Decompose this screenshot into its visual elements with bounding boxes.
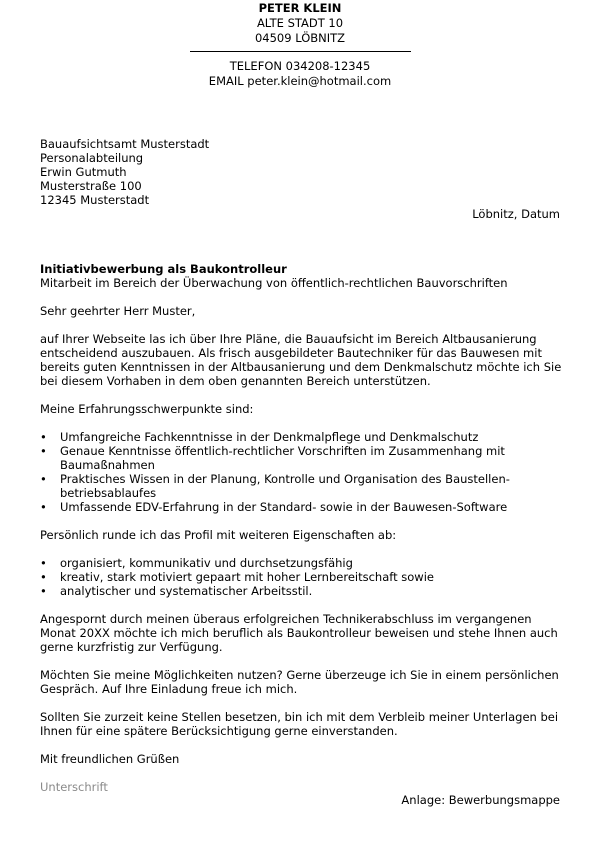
sender-email: EMAIL peter.klein@hotmail.com (208, 73, 392, 88)
recipient-address (40, 137, 209, 207)
focus-heading: Meine Erfahrungsschwerpunkte sind: (40, 402, 254, 416)
sender-phone: TELEFON 034208-12345 (229, 59, 371, 73)
no-position-paragraph: Sollten Sie zurzeit keine Stellen besetzen, bin ich mit dem Verbleib meiner Unterlagen bei Ihnen für eine spätere Berücksichtigung gerne einverstanden. (40, 710, 559, 738)
recipient-line: Personalabteilung (40, 151, 144, 165)
subject-subtitle: Mitarbeit im Bereich der Überwachung von öffentlich-rechtlichen Bauvorschriften (40, 276, 508, 290)
list-item: • Genaue Kenntnisse öffentlich-rechtlicher Vorschriften im Zusammenhang mit Baumaßnahmen (40, 444, 565, 472)
intro-paragraph: auf Ihrer Webseite las ich über Ihre Pläne, die Bauaufsicht im Bereich Altbausanierung entscheidend auszubauen. Als frisch ausgebildeter Bautechniker für das Bauwesen mit bereits guten Kenntnissen in der Altbausanierung und dem Denkmalschutz möchte ich Sie bei diesem Vorhaben in dem oben genannten Bereich unterstützen. (40, 332, 562, 388)
letter-body (40, 304, 565, 794)
list-item: • kreativ, stark motiviert gepaart mit hoher Lernbereitschaft sowie (40, 570, 565, 584)
interview-paragraph: Möchten Sie meine Möglichkeiten nutzen? Gerne überzeuge ich Sie in einem persönlichen Gespräch. Auf Ihre Einladung freue ich mich. (40, 668, 559, 696)
list-item: • Umfassende EDV-Erfahrung in der Standard- sowie in der Bauwesen-Software (40, 500, 565, 514)
enclosure-note: Anlage: Bewerbungsmappe (401, 793, 560, 807)
focus-list (40, 430, 565, 514)
sender-name: PETER KLEIN (258, 1, 342, 15)
profile-heading: Persönlich runde ich das Profil mit weiteren Eigenschaften ab: (40, 528, 397, 542)
list-item: • organisiert, kommunikativ und durchsetzungsfähig (40, 556, 565, 570)
list-item: • Praktisches Wissen in der Planung, Kontrolle und Organisation des Baustellen-betriebsablaufes (40, 472, 565, 500)
subject-title: Initiativbewerbung als Baukontrolleur (40, 262, 287, 276)
place-date: Löbnitz, Datum (472, 207, 560, 221)
sender-city: 04509 LÖBNITZ (254, 31, 346, 45)
recipient-line: 12345 Musterstadt (40, 193, 150, 207)
subject-block (40, 262, 508, 290)
recipient-line: Bauaufsichtsamt Musterstadt (40, 137, 210, 151)
list-item: • Umfangreiche Fachkenntnisse in der Denkmalpflege und Denkmalschutz (40, 430, 565, 444)
motivation-paragraph: Angespornt durch meinen überaus erfolgreichen Technikerabschluss im vergangenen Monat 20XX möchte ich mich beruflich als Baukontrolleur beweisen und stehe Ihnen auch gerne kurzfristig zur Verfügung. (40, 612, 558, 654)
profile-list (40, 556, 565, 598)
list-item: • analytischer und systematischer Arbeitsstil. (40, 584, 565, 598)
recipient-line: Erwin Gutmuth (40, 165, 127, 179)
sender-street: ALTE STADT 10 (256, 16, 344, 30)
sender-contact (0, 59, 600, 88)
closing: Mit freundlichen Grüßen (40, 752, 180, 766)
recipient-line: Musterstraße 100 (40, 179, 142, 193)
signature-placeholder: Unterschrift (40, 780, 108, 794)
header-divider (190, 51, 411, 52)
salutation: Sehr geehrter Herr Muster, (40, 304, 196, 318)
sender-header (0, 1, 600, 46)
